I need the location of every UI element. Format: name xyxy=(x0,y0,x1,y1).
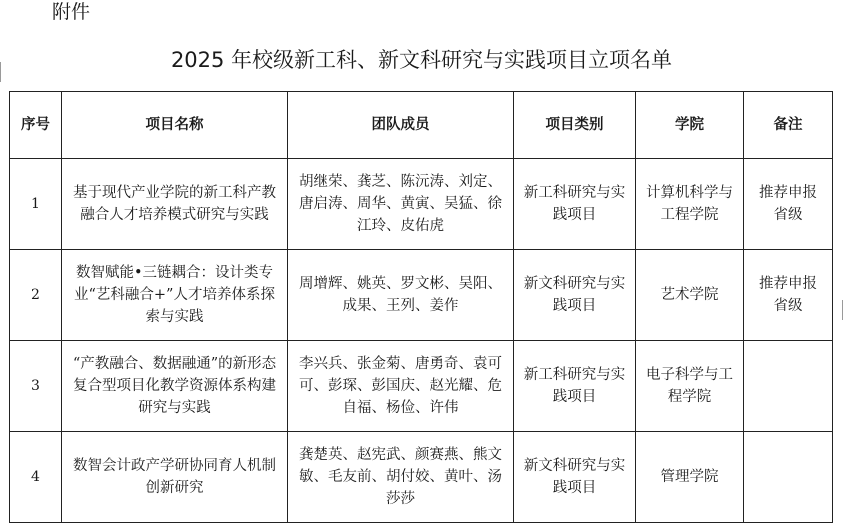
row-team-members: 李兴兵、张金菊、唐勇奇、袁可可、彭琛、彭国庆、赵光耀、危自福、杨俭、许伟 xyxy=(299,356,502,416)
attachment-label: 附件 xyxy=(52,1,91,23)
row-college: 艺术学院 xyxy=(660,287,719,303)
right-margin-mark xyxy=(838,300,843,320)
column-header-remark: 备注 xyxy=(744,92,833,159)
row-project-category: 新文科研究与实践项目 xyxy=(523,458,626,496)
row-project-name: 数智会计政产学研协同育人机制创新研究 xyxy=(73,458,276,496)
row-index: 2 xyxy=(10,250,62,341)
row-index: 4 xyxy=(10,432,62,523)
column-header-college: 学院 xyxy=(636,92,744,159)
table-row xyxy=(10,341,833,432)
table-row xyxy=(10,159,833,250)
row-college: 计算机科学与工程学院 xyxy=(646,185,733,223)
row-project-name: 基于现代产业学院的新工科产教融合人才培养模式研究与实践 xyxy=(73,185,276,223)
table-row xyxy=(10,432,833,523)
row-team-members: 龚楚英、赵宪武、颜赛燕、熊文敏、毛友前、胡付姣、黄叶、汤莎莎 xyxy=(299,447,502,507)
table-row xyxy=(10,250,833,341)
column-header-members: 团队成员 xyxy=(288,92,514,159)
row-index: 3 xyxy=(10,341,62,432)
row-team-members: 胡继荣、龚芝、陈沅涛、刘定、唐启涛、周华、黄寅、吴猛、徐江玲、皮佑虎 xyxy=(299,174,502,234)
row-index: 1 xyxy=(10,159,62,250)
column-header-category: 项目类别 xyxy=(514,92,636,159)
project-list-table xyxy=(9,91,833,523)
row-project-name: 数智赋能•三链耦合：设计类专业“艺科融合+”人才培养体系探索与实践 xyxy=(74,265,275,325)
row-remark: 推荐申报省级 xyxy=(759,276,817,314)
row-project-category: 新工科研究与实践项目 xyxy=(523,367,626,405)
row-remark: 推荐申报省级 xyxy=(759,185,817,223)
row-college: 管理学院 xyxy=(660,469,719,485)
row-college: 电子科学与工程学院 xyxy=(646,367,733,405)
row-team-members: 周增辉、姚英、罗文彬、吴阳、成果、王列、姜作 xyxy=(299,276,502,314)
table-header-row xyxy=(10,92,833,159)
left-margin-mark xyxy=(0,62,5,82)
row-project-name: “产教融合、数据融通”的新形态复合型项目化教学资源体系构建研究与实践 xyxy=(72,356,277,416)
column-header-index: 序号 xyxy=(10,92,62,159)
row-project-category: 新文科研究与实践项目 xyxy=(523,276,626,314)
column-header-project: 项目名称 xyxy=(62,92,288,159)
row-project-category: 新工科研究与实践项目 xyxy=(523,185,626,223)
document-title: 2025 年校级新工科、新文科研究与实践项目立项名单 xyxy=(170,48,673,72)
